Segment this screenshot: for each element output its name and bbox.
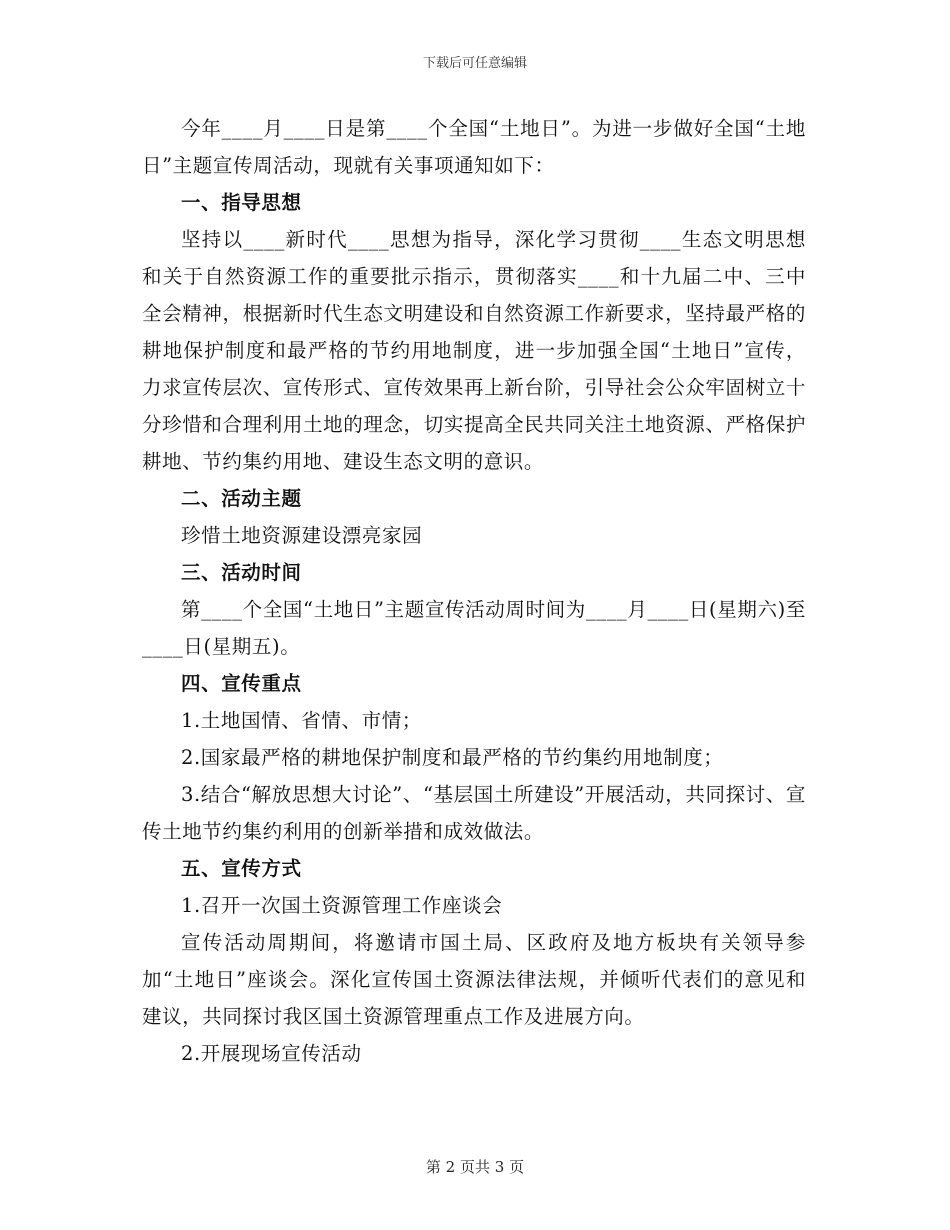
section-heading-guiding-thought: 一、指导思想: [181, 191, 302, 214]
section-heading-focus: 四、宣传重点: [181, 672, 302, 695]
section-text-theme: 珍惜土地资源建设漂亮家园: [181, 524, 423, 547]
section-heading-methods: 五、宣传方式: [181, 857, 302, 880]
list-item: 1.召开一次国土资源管理工作座谈会: [181, 894, 503, 917]
list-item-description: 宣传活动周期间，将邀请市国土局、区政府及地方板块有关领导参加“土地日”座谈会。深化宣传国土资源法律法规，并倾听代表们的意见和建议，共同探讨我区国土资源管理重点工作及进展方向。: [142, 931, 806, 1028]
intro-paragraph: 今年____月____日是第____个全国“土地日”。为进一步做好全国“土地日”主题宣传周活动，现就有关事项通知如下：: [142, 117, 806, 177]
list-item: 2.开展现场宣传活动: [181, 1042, 362, 1065]
list-item: 3.结合“解放思想大讨论”、“基层国土所建设”开展活动，共同探讨、宣传土地节约集约利用的创新举措和成效做法。: [142, 783, 806, 843]
list-item: 2.国家最严格的耕地保护制度和最严格的节约集约用地制度；: [181, 746, 724, 769]
section-text-guiding-thought: 坚持以____新时代____思想为指导，深化学习贯彻____生态文明思想和关于自然资源工作的重要批示指示，贯彻落实____和十九届二中、三中全会精神，根据新时代生态文明建设和自然资源工作新要求，坚持最严格的耕地保护制度和最严格的节约用地制度，进一步加强全国“土地日”宣传，力求宣传层次、宣传形式、宣传效果再上新台阶，引导社会公众牢固树立十分珍惜和合理利用土地的理念，切实提高全民共同关注土地资源、严格保护耕地、节约集约用地、建设生态文明的意识。: [142, 228, 806, 473]
section-heading-theme: 二、活动主题: [181, 487, 302, 510]
page-header: 下载后可任意编辑: [422, 56, 527, 71]
page-number: 第 2 页共 3 页: [425, 1158, 525, 1176]
list-item: 1.土地国情、省情、市情；: [181, 709, 422, 732]
section-text-time: 第____个全国“土地日”主题宣传活动周时间为____月____日(星期六)至____日(星期五)。: [142, 598, 806, 658]
section-heading-time: 三、活动时间: [181, 561, 302, 584]
document-body: [142, 110, 806, 1072]
